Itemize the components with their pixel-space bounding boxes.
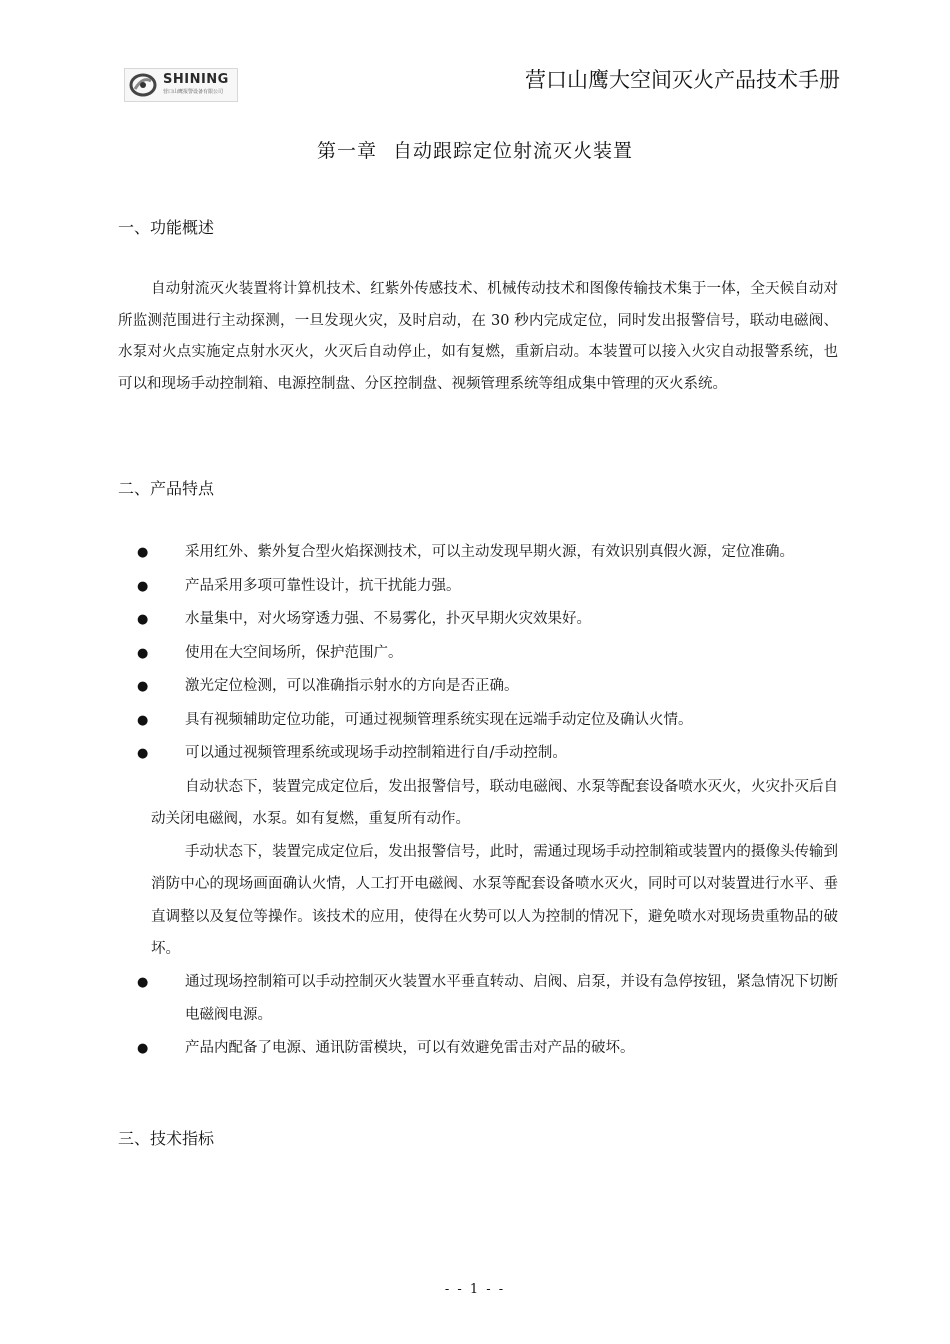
feature-list — [118, 536, 838, 1065]
shining-logo-icon — [129, 72, 157, 98]
logo-text: SHINING — [163, 72, 229, 87]
section-heading-specs: 三、技术指标 — [118, 1129, 215, 1148]
feature-subparagraph: 自动状态下，装置完成定位后，发出报警信号，联动电磁阀、水泵等配套设备喷水灭火，火灾扑灭后自动关闭电磁阀，水泵。如有复燃，重复所有动作。 — [151, 778, 838, 827]
feature-item: ● 采用红外、紫外复合型火焰探测技术，可以主动发现早期火源，有效识别真假火源，定位准确。 — [118, 536, 838, 570]
feature-item: ● 产品内配备了电源、通讯防雷模块，可以有效避免雷击对产品的破坏。 — [118, 1032, 838, 1066]
company-logo — [124, 68, 238, 102]
chapter-number: 第一章 — [316, 140, 377, 162]
feature-item: ● 通过现场控制箱可以手动控制灭火装置水平垂直转动、启阀、启泵，并设有急停按钮，紧急情况下切断电磁阀电源。 — [118, 966, 838, 1032]
page-number: - - 1 - - — [444, 1282, 506, 1297]
feature-item: ● 产品采用多项可靠性设计，抗干扰能力强。 — [118, 570, 838, 604]
feature-item: ● 使用在大空间场所，保护范围广。 — [118, 637, 838, 671]
document-header-title: 营口山鹰大空间灭火产品技术手册 — [525, 68, 840, 92]
feature-item: ● 水量集中，对火场穿透力强、不易雾化，扑灭早期火灾效果好。 — [118, 603, 838, 637]
feature-subparagraph: 手动状态下，装置完成定位后，发出报警信号，此时，需通过现场手动控制箱或装置内的摄像头传输到消防中心的现场画面确认火情，人工打开电磁阀、水泵等配套设备喷水灭火，同时可以对装置进行水平、垂直调整以及复位等操作。该技术的应用，使得在火势可以人为控制的情况下，避免喷水对现场贵重物品的破坏。 — [151, 843, 838, 957]
chapter-title — [0, 136, 950, 163]
section-heading-overview: 一、功能概述 — [118, 218, 215, 237]
feature-item: ● 可以通过视频管理系统或现场手动控制箱进行自/手动控制。 — [118, 737, 838, 771]
feature-item: ● 激光定位检测，可以准确指示射水的方向是否正确。 — [118, 670, 838, 704]
overview-paragraph: 自动射流灭火装置将计算机技术、红紫外传感技术、机械传动技术和图像传输技术集于一体，全天候自动对所监测范围进行主动探测，一旦发现火灾，及时启动，在 30 秒内完成定位，同时发出报警信号，联动电磁阀、水泵对火点实施定点射水灭火，火灭后自动停止，如有复燃，重新启动。本装置可以接入火灾自动报警系统，也可以和现场手动控制箱、电源控制盘、分区控制盘、视频管理系统等组成集中管理的灭火系统。 — [118, 281, 838, 392]
section-heading-features: 二、产品特点 — [118, 479, 215, 498]
feature-item: ● 具有视频辅助定位功能，可通过视频管理系统实现在远端手动定位及确认火情。 — [118, 704, 838, 738]
logo-subtext: 营口山鹰报警设备有限公司 — [163, 89, 224, 95]
chapter-name: 自动跟踪定位射流灭火装置 — [393, 140, 634, 162]
